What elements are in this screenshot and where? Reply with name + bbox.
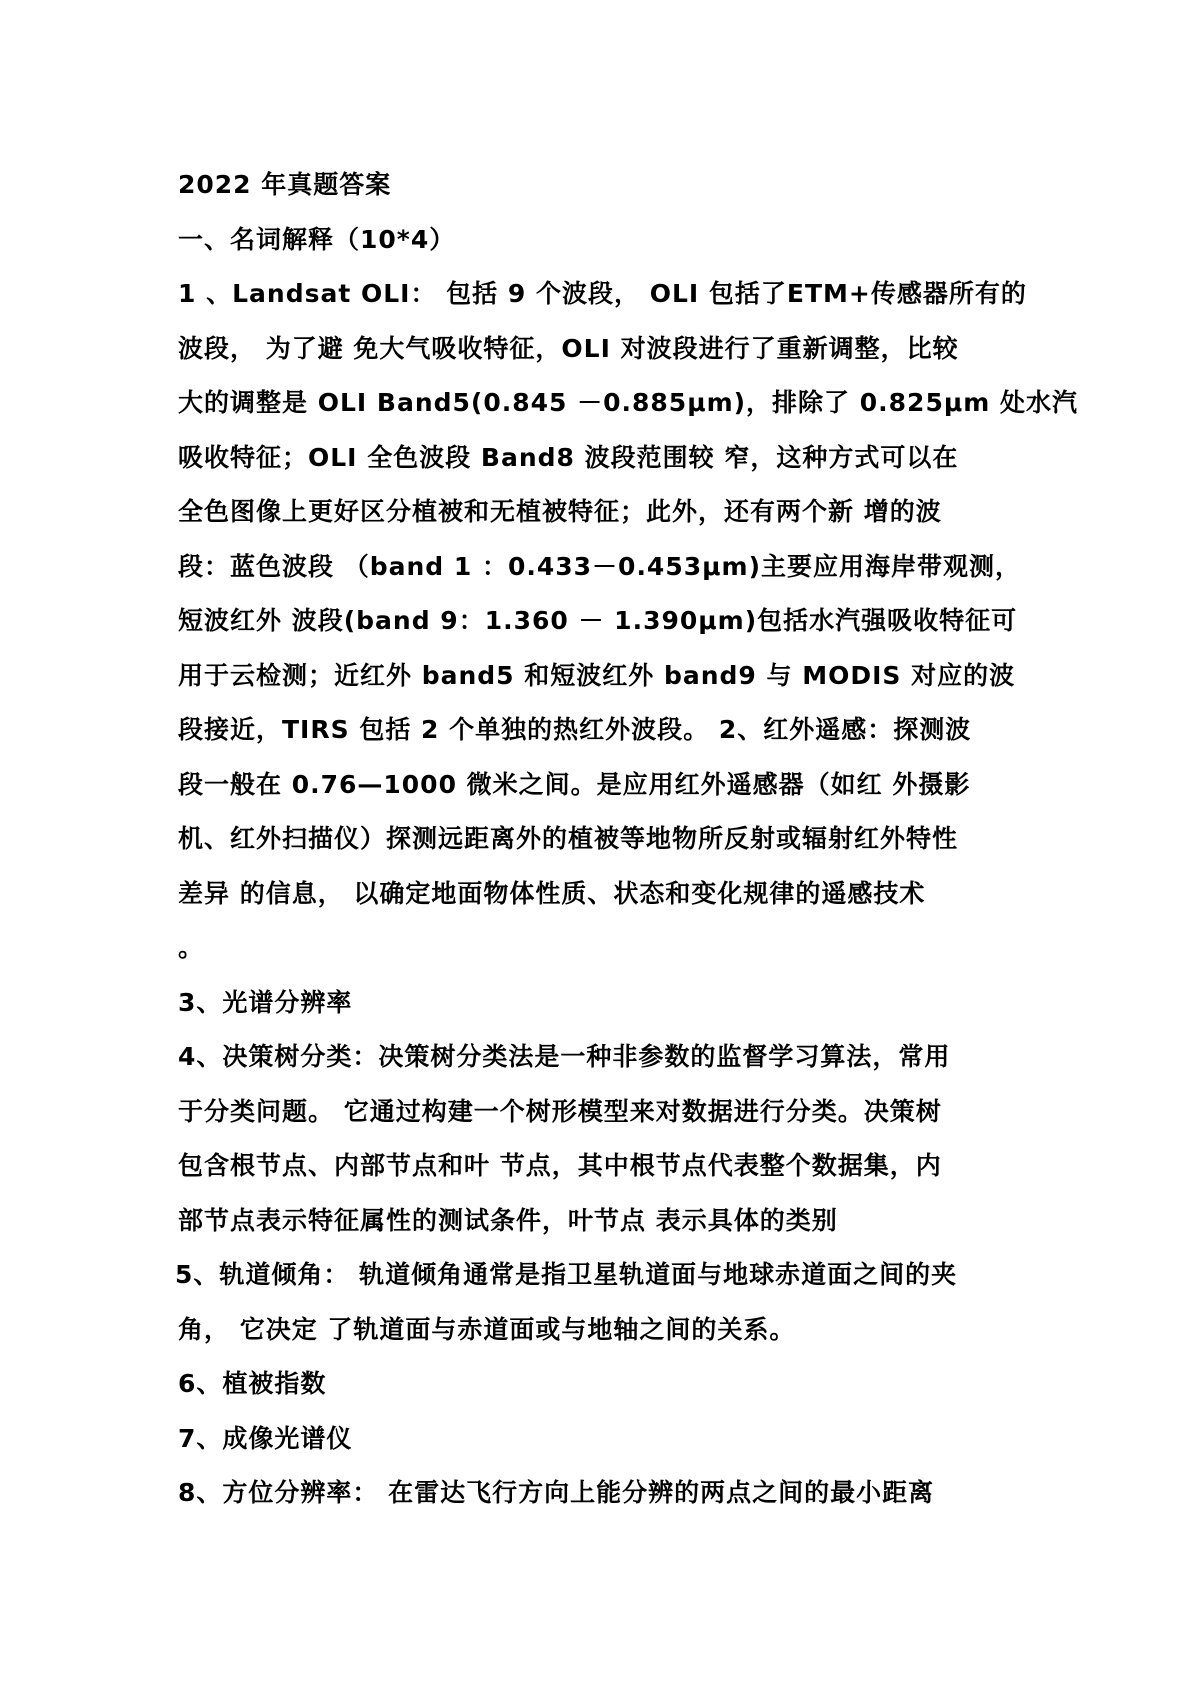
- text-line: 机、红外扫描仪）探测远距离外的植被等地物所反射或辐射红外特性: [178, 824, 959, 853]
- text-line: 段接近，TIRS 包括 2 个单独的热红外波段。 2、红外遥感：探测波: [178, 715, 972, 744]
- text-line: 全色图像上更好区分植被和无植被特征；此外，还有两个新 增的波: [178, 497, 942, 526]
- text-line: 4、决策树分类：决策树分类法是一种非参数的监督学习算法，常用: [178, 1042, 951, 1071]
- term-heading: 3、光谱分辨率: [178, 987, 353, 1017]
- text-line: 1 、Landsat OLI： 包括 9 个波段， OLI 包括了ETM+传感器所有的: [178, 279, 1027, 308]
- text-line: 吸收特征；OLI 全色波段 Band8 波段范围较 窄，这种方式可以在: [178, 442, 959, 472]
- text-line: 波段， 为了避 免大气吸收特征，OLI 对波段进行了重新调整，比较: [178, 333, 959, 363]
- text-line: 部节点表示特征属性的测试条件，叶节点 表示具体的类别: [178, 1205, 838, 1235]
- text-line: 5、轨道倾角： 轨道倾角通常是指卫星轨道面与地球赤道面之间的夹: [175, 1260, 958, 1289]
- text-line: 。: [178, 933, 205, 962]
- text-line: 差异 的信息， 以确定地面物体性质、状态和变化规律的遥感技术: [178, 878, 926, 908]
- term-heading: 6、植被指数: [178, 1369, 327, 1398]
- text-line: 角， 它决定 了轨道面与赤道面或与地轴之间的关系。: [178, 1314, 796, 1344]
- text-line: 段：蓝色波段 （band 1 ：0.433－0.453μm)主要应用海岸带观测，: [178, 551, 1021, 581]
- text-line: 用于云检测；近红外 band5 和短波红外 band9 与 MODIS 对应的波: [178, 660, 1016, 690]
- text-line: 段一般在 0.76—1000 微米之间。是应用红外遥感器（如红 外摄影: [178, 769, 971, 799]
- document-body: [175, 158, 1078, 1521]
- text-line: 大的调整是 OLI Band5(0.845 －0.885μm)，排除了 0.825μm 处水汽: [178, 388, 1078, 417]
- text-line: 8、方位分辨率： 在雷达飞行方向上能分辨的两点之间的最小距离: [178, 1478, 935, 1507]
- text-line: 短波红外 波段(band 9：1.360 － 1.390μm)包括水汽强吸收特征可: [178, 606, 1018, 635]
- section-heading: 一、名词解释（10*4）: [178, 224, 456, 254]
- text-line: 包含根节点、内部节点和叶 节点，其中根节点代表整个数据集，内: [178, 1151, 942, 1180]
- document-title: 2022 年真题答案: [178, 170, 392, 199]
- term-heading: 7、成像光谱仪: [178, 1423, 353, 1453]
- text-line: 于分类问题。 它通过构建一个树形模型来对数据进行分类。决策树: [178, 1096, 942, 1126]
